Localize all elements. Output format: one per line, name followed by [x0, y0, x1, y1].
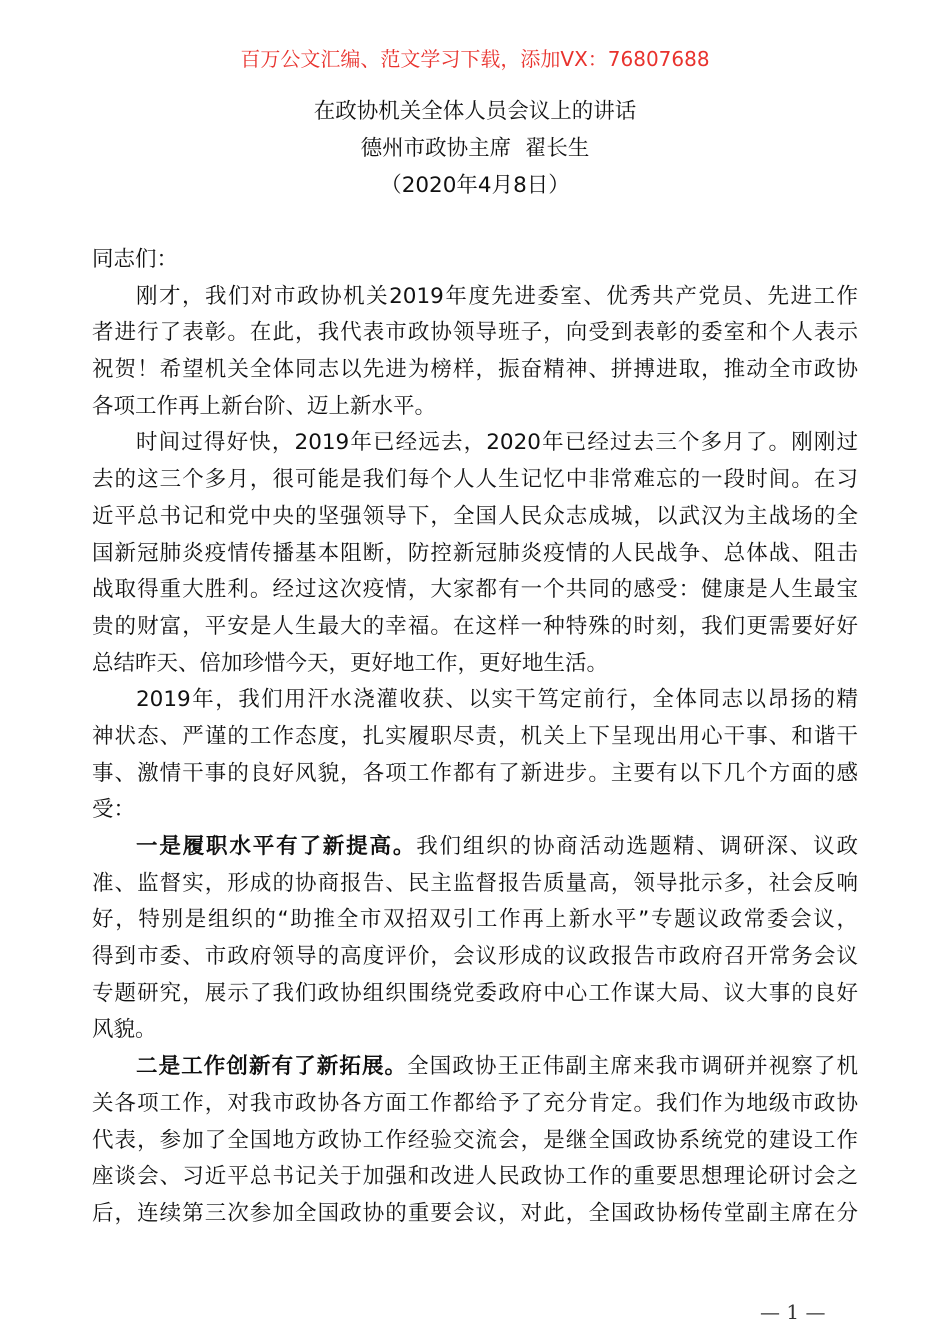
paragraph-4-rest: [92, 866, 858, 1049]
paragraph-line: 受：: [92, 797, 136, 823]
paragraph-line: 去的这三个多月，很可能是我们每个人人生记忆中非常难忘的一段时间。在习: [92, 467, 858, 493]
line-text: 我们组织的协商活动选题精、调研深、议政: [416, 834, 858, 859]
date-line: （2020年4月8日）: [380, 173, 570, 198]
paragraph-line: 者进行了表彰。在此，我代表市政协领导班子，向受到表彰的委室和个人表示: [92, 320, 858, 346]
paragraph-line: 战取得重大胜利。经过这次疫情，大家都有一个共同的感受：健康是人生最宝: [92, 577, 858, 603]
paragraph-line: 祝贺！希望机关全体同志以先进为榜样，振奋精神、拼搏进取，推动全市政协: [92, 357, 858, 383]
paragraph-line: 风貌。: [92, 1017, 157, 1043]
bold-lead: 一是履职水平有了新提高。: [136, 834, 417, 859]
paragraph-line: 关各项工作，对我市政协各方面工作都给予了充分肯定。我们作为地级市政协: [92, 1090, 858, 1116]
paragraph-line: 刚才，我们对市政协机关2019年度先进委室、优秀共产党员、先进工作: [136, 283, 858, 309]
paragraph-5-rest: [92, 1086, 858, 1233]
paragraph-line: 神状态、严谨的工作态度，扎实履职尽责，机关上下呈现出用心干事、和谐干: [92, 723, 858, 749]
document-title: 在政协机关全体人员会议上的讲话: [313, 99, 637, 124]
paragraph-line: 代表，参加了全国地方政协工作经验交流会，是继全国政协系统党的建设工作: [92, 1127, 858, 1153]
paragraph-line: 事、激情干事的良好风貌，各项工作都有了新进步。主要有以下几个方面的感: [92, 760, 858, 786]
greeting: 同志们：: [92, 247, 179, 272]
paragraph-line: 后，连续第三次参加全国政协的重要会议，对此，全国政协杨传堂副主席在分: [92, 1200, 858, 1226]
paragraph-line: 国新冠肺炎疫情传播基本阻断，防控新冠肺炎疫情的人民战争、总体战、阻击: [92, 540, 858, 566]
paragraph-line: 2019年，我们用汗水浇灌收获、以实干笃定前行，全体同志以昂扬的精: [136, 687, 858, 713]
paragraph-line: 好，特别是组织的“助推全市双招双引工作再上新水平”专题议政常委会议，: [92, 907, 858, 933]
watermark-banner: 百万公文汇编、范文学习下载，添加VX：76807688: [240, 47, 710, 71]
paragraph-line: [92, 829, 858, 866]
paragraph-2: [92, 425, 858, 682]
paragraph-line: 座谈会、习近平总书记关于加强和改进人民政协工作的重要思想理论研讨会之: [92, 1164, 858, 1190]
paragraph-line: 各项工作再上新台阶、迈上新水平。: [92, 393, 437, 419]
line-text: 全国政协王正伟副主席来我市调研并视察了机: [407, 1054, 858, 1080]
page-number: — 1 —: [760, 1300, 826, 1324]
paragraph-line: 时间过得好快，2019年已经远去，2020年已经过去三个多月了。刚刚过: [136, 430, 858, 456]
paragraph-line: 准、监督实，形成的协商报告、民主监督报告质量高，领导批示多，社会反响: [92, 870, 858, 896]
document-body: [92, 242, 858, 1233]
paragraph-5: [92, 1049, 858, 1232]
paragraph-4: [92, 829, 858, 1049]
paragraph-line: [92, 1049, 858, 1086]
author-line: 德州市政协主席 翟长生: [360, 136, 590, 161]
paragraph-3: [92, 682, 858, 829]
paragraph-line: 专题研究，展示了我们政协组织围绕党委政府中心工作谋大局、议大事的良好: [92, 980, 858, 1006]
paragraph-line: 近平总书记和党中央的坚强领导下，全国人民众志成城，以武汉为主战场的全: [92, 503, 858, 529]
bold-lead: 二是工作创新有了新拓展。: [136, 1054, 408, 1080]
paragraph-1: [92, 279, 858, 426]
paragraph-line: 得到市委、市政府领导的高度评价，会议形成的议政报告市政府召开常务会议: [92, 944, 858, 970]
paragraph-line: 贵的财富，平安是人生最大的幸福。在这样一种特殊的时刻，我们更需要好好: [92, 613, 858, 639]
paragraph-line: 总结昨天、倍加珍惜今天，更好地工作，更好地生活。: [92, 650, 609, 676]
